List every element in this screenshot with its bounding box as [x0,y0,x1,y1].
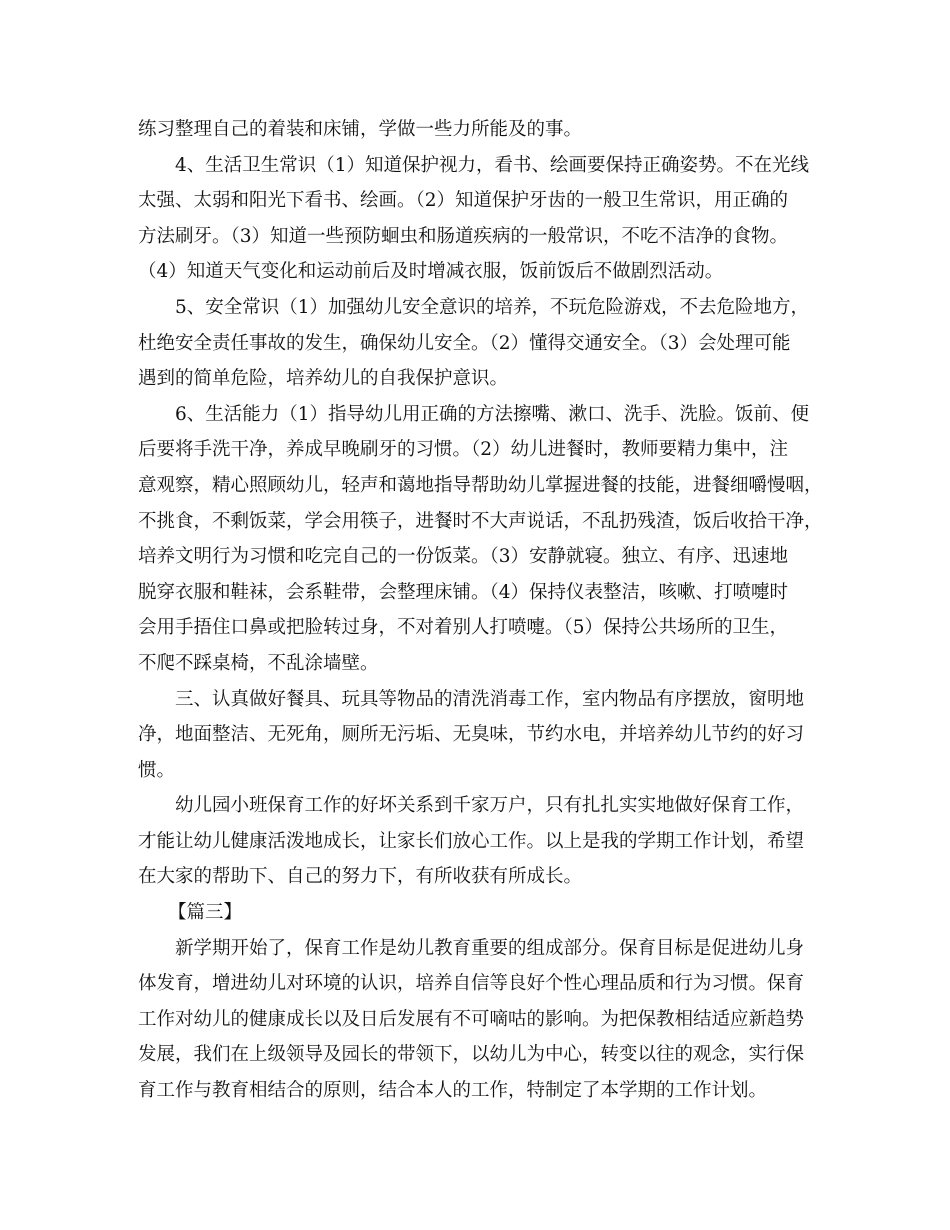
text-line: 不挑食，不剩饭菜，学会用筷子，进餐时不大声说话，不乱扔残渣，饭后收拾干净， [138,510,823,532]
text-line: 遇到的简单危险，培养幼儿的自我保护意识。 [138,368,509,390]
text-line: 杜绝安全责任事故的发生，确保幼儿安全。（2）懂得交通安全。（3）会处理可能 [138,332,791,354]
text-line: 育工作与教育相结合的原则，结合本人的工作，特制定了本学期的工作计划。 [138,1080,768,1102]
text-line: 练习整理自己的着装和床铺，学做一些力所能及的事。 [138,119,583,140]
text-line: 惯。 [138,759,176,781]
text-line: 后要将手洗干净，养成早晚刷牙的习惯。（2）幼儿进餐时，教师要精力集中，注 [138,439,789,461]
text-line: 4、生活卫生常识（1）知道保护视力，看书、绘画要保持正确姿势。不在光线 [175,154,810,176]
text-line: 净，地面整洁、无死角，厕所无污垢、无臭味，节约水电，并培养幼儿节约的好习 [138,724,805,746]
text-line: 脱穿衣服和鞋袜，会系鞋带，会整理床铺。（4）保持仪表整洁，咳嗽、打喷嚏时 [138,581,789,603]
text-line: 意观察，精心照顾幼儿，轻声和蔼地指导帮助幼儿掌握进餐的技能，进餐细嚼慢咽， [138,474,823,496]
text-line: 方法刷牙。（3）知道一些预防蛔虫和肠道疾病的一般常识，不吃不洁净的食物。 [138,225,789,247]
text-line: 不爬不踩桌椅，不乱涂墙壁。 [138,652,379,674]
section-heading: 【篇三】 [168,902,243,924]
text-line: 才能让幼儿健康活泼地成长，让家长们放心工作。以上是我的学期工作计划，希望 [138,830,805,852]
document-body [138,112,823,1109]
text-line: 太强、太弱和阳光下看书、绘画。（2）知道保护牙齿的一般卫生常识，用正确的 [138,190,789,212]
text-line: 培养文明行为习惯和吃完自己的一份饭菜。（3）安静就寝。独立、有序、迅速地 [138,546,789,568]
text-line: 在大家的帮助下、自己的努力下，有所收获有所成长。 [138,866,583,888]
text-line: 6、生活能力（1）指导幼儿用正确的方法擦嘴、漱口、洗手、洗脸。饭前、便 [175,403,810,425]
text-line: 幼儿园小班保育工作的好坏关系到千家万户，只有扎扎实实地做好保育工作， [175,795,805,817]
text-line: 发展，我们在上级领导及园长的带领下，以幼儿为中心，转变以往的观念，实行保 [138,1044,805,1066]
text-line: 会用手捂住口鼻或把脸转过身，不对着别人打喷嚏。（5）保持公共场所的卫生， [138,617,789,639]
text-line: 体发育，增进幼儿对环境的认识，培养自信等良好个性心理品质和行为习惯。保育 [138,973,805,995]
text-line: 新学期开始了，保育工作是幼儿教育重要的组成部分。保育目标是促进幼儿身 [175,937,805,959]
text-line: 工作对幼儿的健康成长以及日后发展有不可嘀咕的影响。为把保教相结适应新趋势 [138,1008,805,1030]
text-line: （4）知道天气变化和运动前后及时增减衣服，饭前饭后不做剧烈活动。 [138,261,724,283]
text-line: 三、认真做好餐具、玩具等物品的清洗消毒工作，室内物品有序摆放，窗明地 [175,688,805,710]
text-line: 5、安全常识（1）加强幼儿安全意识的培养，不玩危险游戏，不去危险地方， [175,296,810,318]
